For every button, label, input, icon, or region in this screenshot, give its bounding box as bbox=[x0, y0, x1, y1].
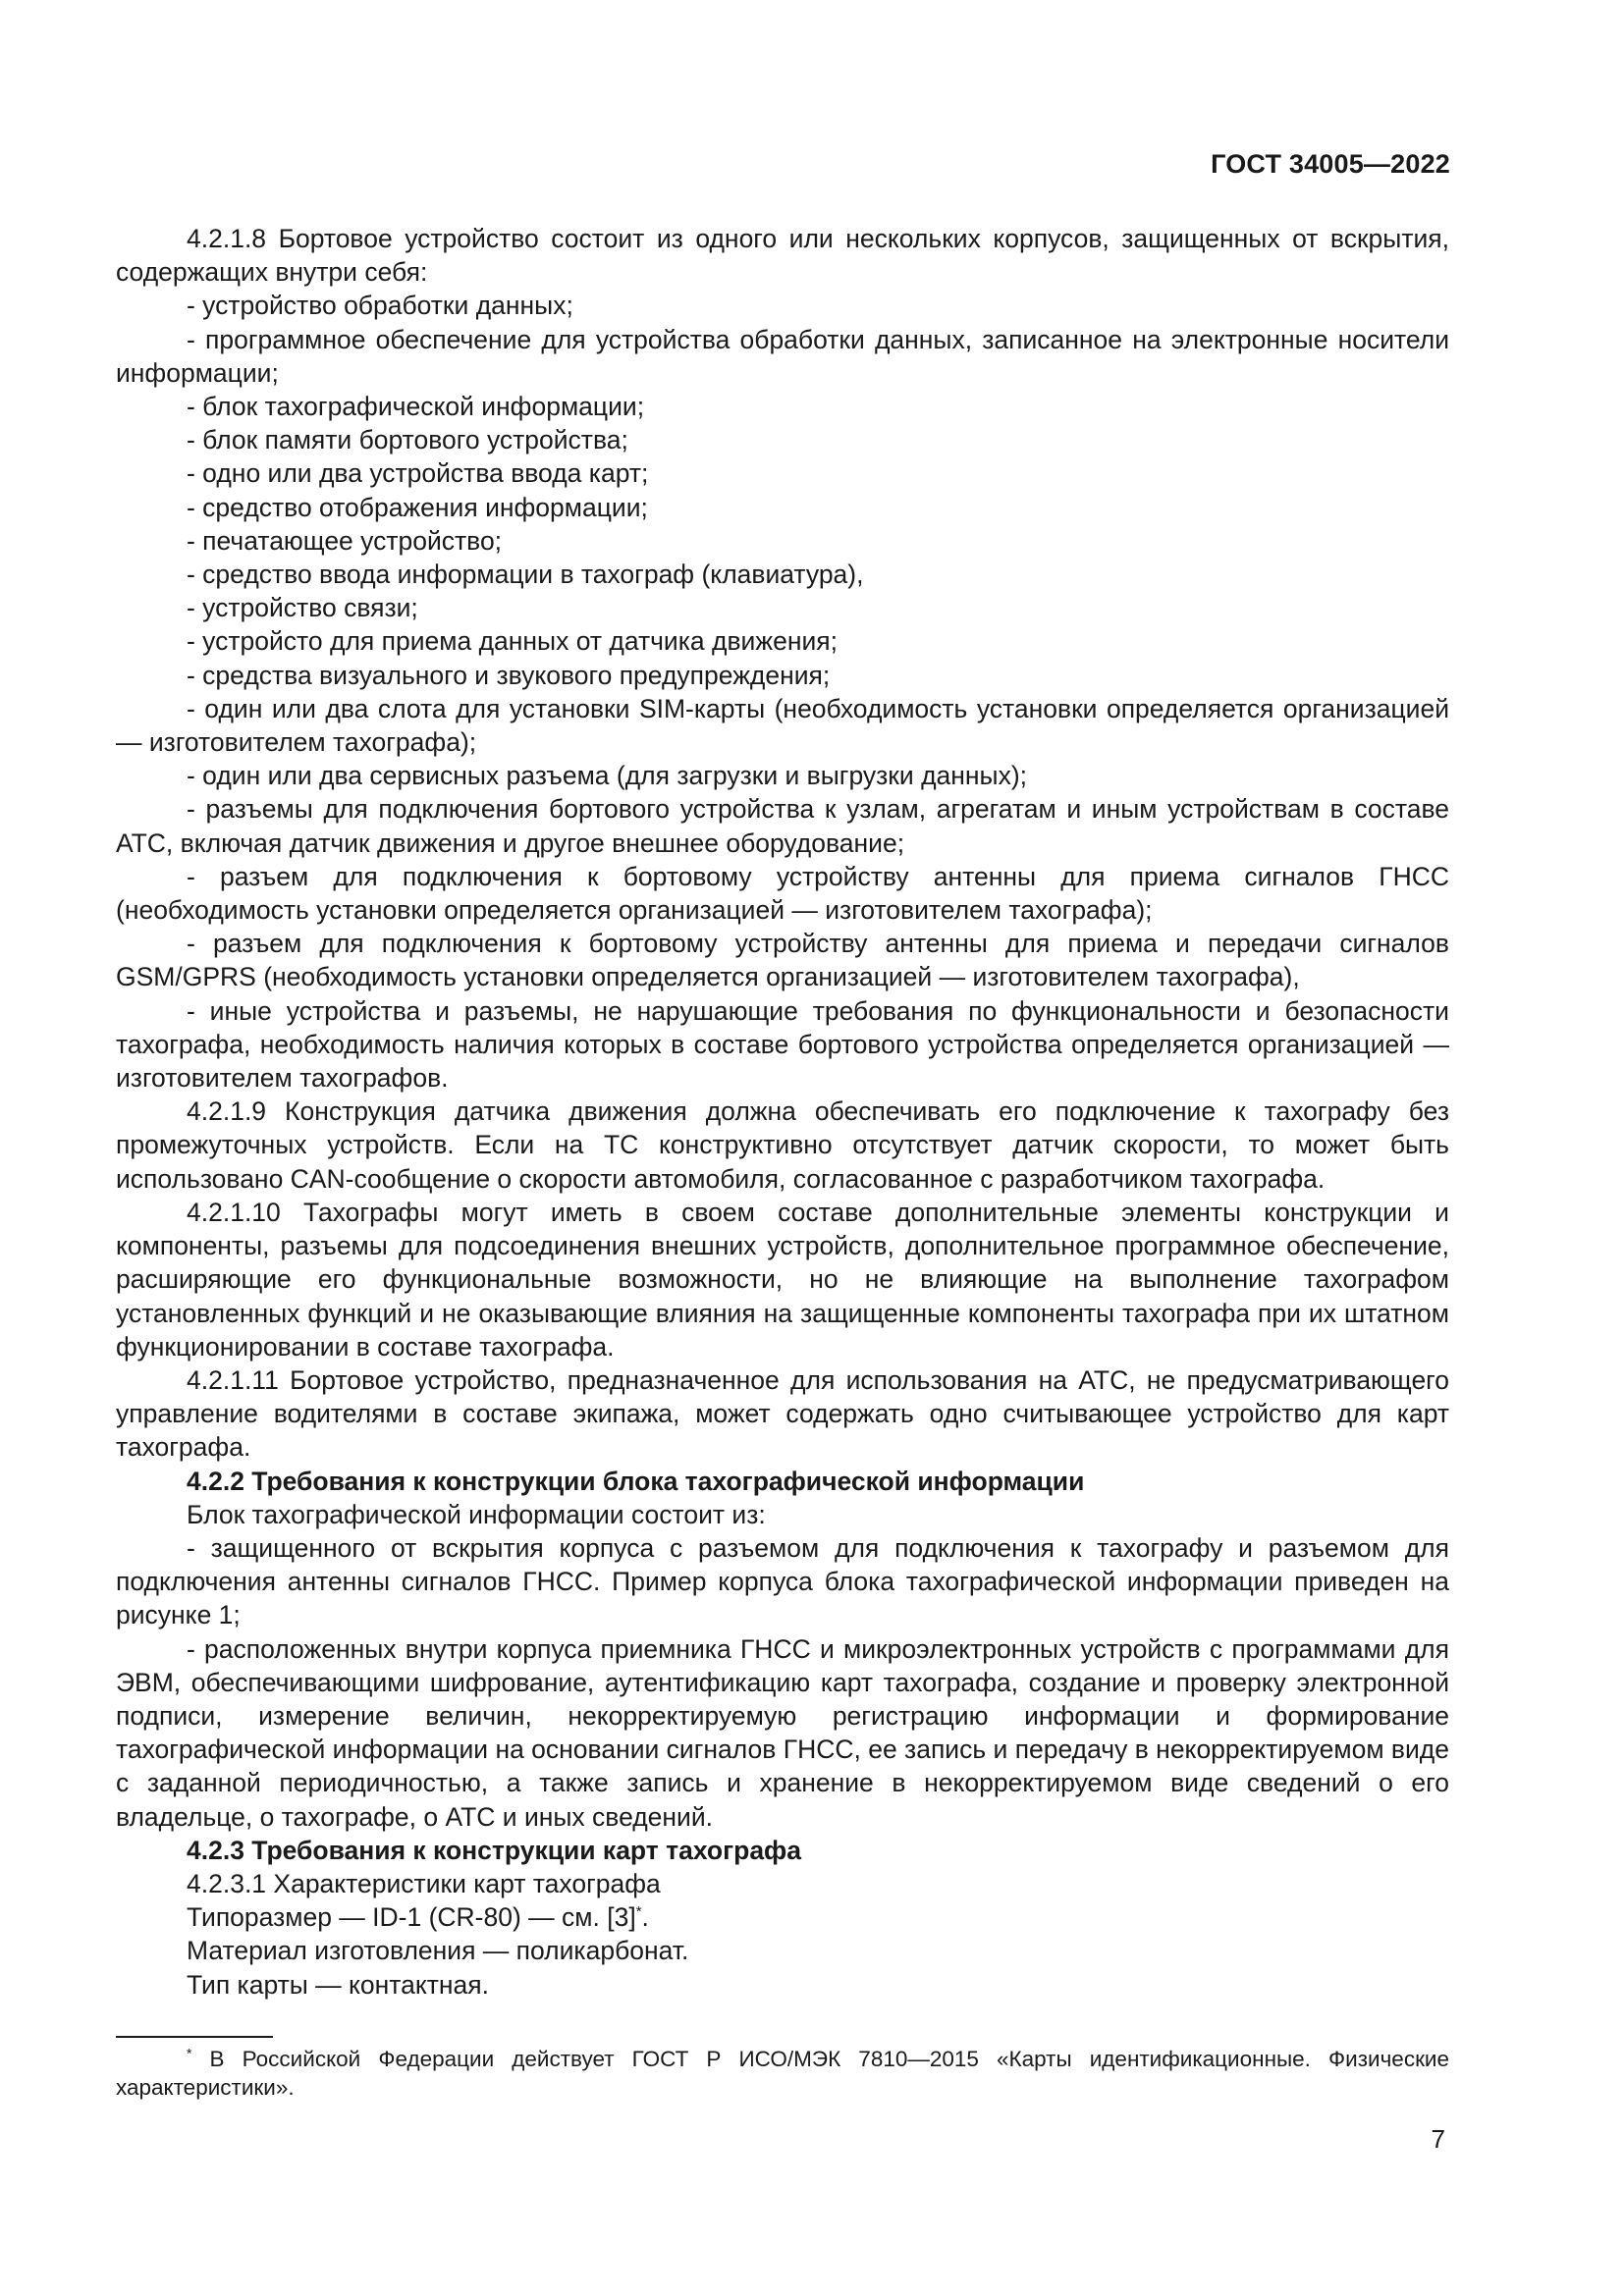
list-item: - иные устройства и разъемы, не нарушающие требования по функциональности и безопасности тахографа, необходимость наличия которых в составе бортового устройства определяется организацией — изготовителем тахографов. bbox=[116, 995, 1449, 1094]
paragraph-42111: 4.2.1.11 Бортовое устройство, предназначенное для использования на АТС, не предусматривающего управление водителями в составе экипажа, может содержать одно считывающее устройство для карт тахографа. bbox=[116, 1364, 1449, 1463]
document-header: ГОСТ 34005—2022 bbox=[1211, 149, 1450, 179]
list-item: - устройство связи; bbox=[187, 593, 418, 623]
list-item: - один или два слота для установки SIM-карты (необходимость установки определяется организацией — изготовителем тахографа); bbox=[116, 693, 1449, 758]
list-item: - устройство обработки данных; bbox=[187, 291, 573, 321]
list-item: - разъем для подключения к бортовому устройству антенны для приема сигналов ГНСС (необходимость установки определяется организацией — изготовителем тахографа); bbox=[116, 861, 1449, 926]
list-item: - средства визуального и звукового предупреждения; bbox=[187, 660, 831, 690]
list-item: - программное обеспечение для устройства обработки данных, записанное на электронные носители информации; bbox=[116, 324, 1449, 388]
footnote-mark: * bbox=[187, 2045, 192, 2061]
section-heading-423: 4.2.3 Требования к конструкции карт тахографа bbox=[187, 1835, 801, 1865]
list-item: - средство ввода информации в тахограф (клавиатура), bbox=[187, 560, 864, 590]
card-size-line bbox=[116, 1900, 1449, 1934]
list-item: - блок памяти бортового устройства; bbox=[187, 425, 628, 455]
page-number: 7 bbox=[1431, 2124, 1445, 2154]
card-material-line: Материал изготовления — поликарбонат. bbox=[187, 1936, 689, 1966]
list-item: - расположенных внутри корпуса приемника ГНСС и микроэлектронных устройств с программами для ЭВМ, обеспечивающими шифрование, аутентификацию карт тахографа, создание и проверку электронной подписи, измерение величин, некорректируемую регистрацию информации и формирование тахографической информации на основании сигналов ГНСС, ее запись и передачу в некорректируемом виде с заданной периодичностью, а также запись и хранение в некорректируемом виде сведений о его владельце, о тахографе, о АТС и иных сведений. bbox=[116, 1633, 1449, 1832]
footnote bbox=[116, 2045, 1449, 2102]
list-item: - одно или два устройства ввода карт; bbox=[187, 458, 649, 489]
list-item: - разъемы для подключения бортового устройства к узлам, агрегатам и иным устройствам в составе АТС, включая датчик движения и другое внешнее оборудование; bbox=[116, 794, 1449, 858]
list-item: - разъем для подключения к бортовому устройству антенны для приема и передачи сигналов GSM/GPRS (необходимость установки определяется организацией — изготовителем тахографа), bbox=[116, 929, 1449, 992]
paragraph-422-intro: Блок тахографической информации состоит из: bbox=[187, 1499, 766, 1529]
card-size-end: . bbox=[641, 1902, 649, 1933]
list-item: - один или два сервисных разъема (для загрузки и выгрузки данных); bbox=[187, 761, 1028, 791]
paragraph-4218: 4.2.1.8 Бортовое устройство состоит из одного или нескольких корпусов, защищенных от вскрытия, содержащих внутри себя: bbox=[116, 224, 1449, 288]
list-item: - защищенного от вскрытия корпуса с разъемом для подключения к тахографу и разъемом для подключения антенны сигналов ГНСС. Пример корпуса блока тахографической информации приведен на рисунке 1; bbox=[116, 1532, 1449, 1630]
section-heading-422: 4.2.2 Требования к конструкции блока тахографической информации bbox=[187, 1466, 1085, 1496]
footnote-ref-mark[interactable]: * bbox=[635, 1903, 642, 1921]
list-item: - устройсто для приема данных от датчика движения; bbox=[187, 626, 838, 657]
footnote-divider bbox=[116, 2036, 273, 2038]
document-body bbox=[116, 222, 1449, 2002]
paragraph-4219: 4.2.1.9 Конструкция датчика движения должна обеспечивать его подключение к тахографу без промежуточных устройств. Если на ТС конструктивно отсутствует датчик скорости, то может быть использовано CAN-сообщение о скорости автомобиля, согласованное с разработчиком тахографа. bbox=[116, 1096, 1449, 1194]
card-type-line: Тип карты — контактная. bbox=[187, 1969, 489, 2000]
list-item: - блок тахографической информации; bbox=[187, 392, 645, 422]
card-size-text: Типоразмер — ID-1 (CR-80) — см. [3] bbox=[187, 1902, 636, 1933]
list-item: - средство отображения информации; bbox=[187, 492, 648, 522]
footnote-text: В Российской Федерации действует ГОСТ Р ИСО/МЭК 7810—2015 «Карты идентификационные. Физические характеристики». bbox=[116, 2047, 1449, 2100]
sub-heading-4231: 4.2.3.1 Характеристики карт тахографа bbox=[187, 1868, 661, 1898]
list-item: - печатающее устройство; bbox=[187, 525, 503, 556]
paragraph-42110: 4.2.1.10 Тахографы могут иметь в своем составе дополнительные элементы конструкции и компоненты, разъемы для подсоединения внешних устройств, дополнительное программное обеспечение, расширяющие его функциональные возможности, но не влияющие на выполнение тахографом установленных функций и не оказывающие влияния на защищенные компоненты тахографа при их штатном функционировании в составе тахографа. bbox=[116, 1197, 1449, 1362]
